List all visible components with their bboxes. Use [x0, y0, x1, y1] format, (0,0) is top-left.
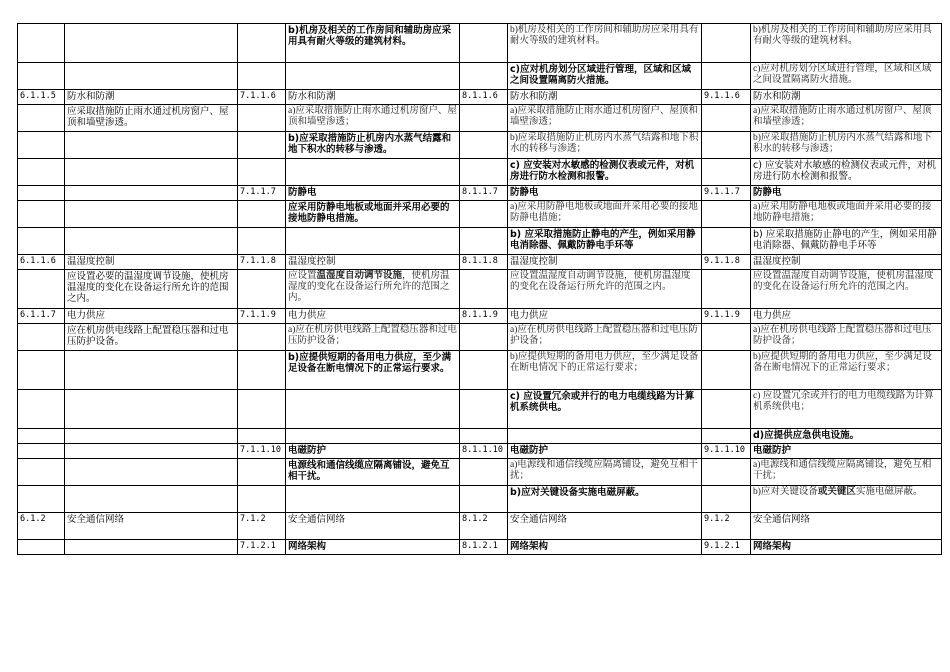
requirement-text: b) 应采取措施防止静电的产生，例如采用静电消除器、佩戴防静电手环等 — [508, 228, 702, 255]
requirement-text: c)应对机房划分区域进行管理，区域和区域之间设置隔离防火措施。 — [508, 63, 702, 90]
requirement-text: 应设置温湿度自动调节设施，使机房温湿度的变化在设备运行所允许的范围之内。 — [286, 270, 460, 309]
requirement-text: b)机房及相关的工作房间和辅助房应采用具有耐火等级的建筑材料。 — [508, 24, 702, 63]
section-heading: 电力供应 — [508, 309, 702, 324]
requirement-text: a)电源线和通信线缆应隔离铺设，避免互相干扰； — [508, 459, 702, 486]
requirement-text: 应设置温湿度自动调节设施，使机房温湿度的变化在设备运行所允许的范围之内。 — [508, 270, 702, 309]
clause-number: 7.1.1.9 — [238, 309, 286, 324]
clause-number: 7.1.1.8 — [238, 255, 286, 270]
section-heading: 防水和防潮 — [508, 90, 702, 105]
requirement-text: b) 应采取措施防止静电的产生，例如采用静电消除器、佩戴防静电手环等 — [751, 228, 942, 255]
section-heading: 温湿度控制 — [508, 255, 702, 270]
requirement-text: a)应在机房供电线路上配置稳压器和过电压防护设备； — [751, 324, 942, 351]
table-row — [18, 351, 942, 390]
clause-number: 9.1.1.9 — [702, 309, 751, 324]
table-row — [18, 228, 942, 255]
table-row — [18, 390, 942, 429]
table-row — [18, 255, 942, 270]
requirement-text: b)应提供短期的备用电力供应，至少满足设备在断电情况下的正常运行要求。 — [286, 351, 460, 390]
table-row — [18, 132, 942, 159]
requirement-text: a)应采取措施防止雨水通过机房窗户、屋顶和墙壁渗透； — [751, 105, 942, 132]
section-heading: 安全通信网络 — [65, 513, 238, 540]
requirement-text: b)应采取措施防止机房内水蒸气结露和地下积水的转移与渗透； — [751, 132, 942, 159]
clause-number: 9.1.1.7 — [702, 186, 751, 201]
requirement-text: b)应对关键设备实施电磁屏蔽。 — [508, 486, 702, 513]
requirement-text: 应在机房供电线路上配置稳压器和过电压防护设备。 — [65, 324, 238, 351]
section-heading: 电力供应 — [751, 309, 942, 324]
section-heading: 网络架构 — [751, 540, 942, 555]
requirement-text: d)应提供应急供电设施。 — [751, 429, 942, 444]
section-heading: 网络架构 — [508, 540, 702, 555]
table-row — [18, 63, 942, 90]
table-row — [18, 270, 942, 309]
requirement-text: a)电源线和通信线缆应隔离铺设，避免互相干扰； — [751, 459, 942, 486]
requirement-text: a)应在机房供电线路上配置稳压器和过电压防护设备； — [508, 324, 702, 351]
clause-number: 7.1.2 — [238, 513, 286, 540]
section-heading: 防水和防潮 — [751, 90, 942, 105]
section-heading: 网络架构 — [286, 540, 460, 555]
clause-number: 9.1.2 — [702, 513, 751, 540]
section-heading: 温湿度控制 — [751, 255, 942, 270]
table-row — [18, 186, 942, 201]
requirement-text: b)机房及相关的工作房间和辅助房应采用具有耐火等级的建筑材料。 — [286, 24, 460, 63]
requirement-text: c) 应设置冗余或并行的电力电缆线路为计算机系统供电。 — [508, 390, 702, 429]
standards-comparison-table — [17, 23, 942, 555]
section-heading: 温湿度控制 — [286, 255, 460, 270]
table-row — [18, 459, 942, 486]
clause-number: 8.1.1.6 — [460, 90, 508, 105]
clause-number: 8.1.1.9 — [460, 309, 508, 324]
section-heading: 电磁防护 — [751, 444, 942, 459]
clause-number: 9.1.2.1 — [702, 540, 751, 555]
requirement-text: b)应采取措施防止机房内水蒸气结露和地下积水的转移与渗透； — [508, 132, 702, 159]
table-row — [18, 159, 942, 186]
requirement-text: b)应提供短期的备用电力供应，至少满足设备在断电情况下的正常运行要求； — [508, 351, 702, 390]
section-heading: 电磁防护 — [508, 444, 702, 459]
clause-number: 9.1.1.10 — [702, 444, 751, 459]
clause-number: 7.1.1.6 — [238, 90, 286, 105]
requirement-text: 应采取措施防止雨水通过机房窗户、屋顶和墙壁渗透。 — [65, 105, 238, 132]
requirement-text: 应设置温湿度自动调节设施，使机房温湿度的变化在设备运行所允许的范围之内。 — [751, 270, 942, 309]
requirement-text: a)应采取措施防止雨水通过机房窗户、屋顶和墙壁渗透； — [286, 105, 460, 132]
section-heading: 安全通信网络 — [286, 513, 460, 540]
clause-number: 6.1.1.7 — [18, 309, 65, 324]
table-row — [18, 429, 942, 444]
requirement-text: 电源线和通信线缆应隔离铺设，避免互相干扰。 — [286, 459, 460, 486]
section-heading: 安全通信网络 — [508, 513, 702, 540]
requirement-text: b)应采取措施防止机房内水蒸气结露和地下积水的转移与渗透。 — [286, 132, 460, 159]
table-row — [18, 444, 942, 459]
requirement-text: a)应采用防静电地板或地面并采用必要的接地防静电措施； — [751, 201, 942, 228]
requirement-text: b)应对关键设备或关键区实施电磁屏蔽。 — [751, 486, 942, 513]
section-heading: 防静电 — [751, 186, 942, 201]
clause-number: 6.1.1.6 — [18, 255, 65, 270]
requirement-text: c) 应设置冗余或并行的电力电缆线路为计算机系统供电； — [751, 390, 942, 429]
requirement-text: a)应采取措施防止雨水通过机房窗户、屋顶和墙壁渗透； — [508, 105, 702, 132]
clause-number: 8.1.2.1 — [460, 540, 508, 555]
table-row — [18, 90, 942, 105]
section-heading: 温湿度控制 — [65, 255, 238, 270]
section-heading: 防静电 — [508, 186, 702, 201]
clause-number: 9.1.1.6 — [702, 90, 751, 105]
clause-number: 8.1.2 — [460, 513, 508, 540]
requirement-text: a)应在机房供电线路上配置稳压器和过电压防护设备； — [286, 324, 460, 351]
requirement-text: b)机房及相关的工作房间和辅助房应采用具有耐火等级的建筑材料。 — [751, 24, 942, 63]
section-heading: 电磁防护 — [286, 444, 460, 459]
table-row — [18, 201, 942, 228]
section-heading: 防水和防潮 — [65, 90, 238, 105]
table-row — [18, 24, 942, 63]
clause-number: 9.1.1.8 — [702, 255, 751, 270]
clause-number: 8.1.1.10 — [460, 444, 508, 459]
section-heading: 防水和防潮 — [286, 90, 460, 105]
requirement-text: c) 应安装对水敏感的检测仪表或元件，对机房进行防水检测和报警。 — [508, 159, 702, 186]
clause-number: 8.1.1.7 — [460, 186, 508, 201]
section-heading: 电力供应 — [286, 309, 460, 324]
requirement-text: a)应采用防静电地板或地面并采用必要的接地防静电措施； — [508, 201, 702, 228]
table-row — [18, 540, 942, 555]
table-row — [18, 513, 942, 540]
clause-number: 6.1.1.5 — [18, 90, 65, 105]
section-heading: 电力供应 — [65, 309, 238, 324]
requirement-text: 应采用防静电地板或地面并采用必要的接地防静电措施。 — [286, 201, 460, 228]
requirement-text: c)应对机房划分区域进行管理，区域和区域之间设置隔离防火措施。 — [751, 63, 942, 90]
clause-number: 8.1.1.8 — [460, 255, 508, 270]
clause-number: 7.1.2.1 — [238, 540, 286, 555]
section-heading: 安全通信网络 — [751, 513, 942, 540]
clause-number: 6.1.2 — [18, 513, 65, 540]
requirement-text: b)应提供短期的备用电力供应，至少满足设备在断电情况下的正常运行要求； — [751, 351, 942, 390]
section-heading: 防静电 — [286, 186, 460, 201]
table-row — [18, 309, 942, 324]
clause-number: 7.1.1.7 — [238, 186, 286, 201]
requirement-text: 应设置必要的温湿度调节设施，使机房温湿度的变化在设备运行所允许的范围之内。 — [65, 270, 238, 309]
table-row — [18, 324, 942, 351]
clause-number: 7.1.1.10 — [238, 444, 286, 459]
table-row — [18, 105, 942, 132]
requirement-text: c) 应安装对水敏感的检测仪表或元件，对机房进行防水检测和报警。 — [751, 159, 942, 186]
table-row — [18, 486, 942, 513]
